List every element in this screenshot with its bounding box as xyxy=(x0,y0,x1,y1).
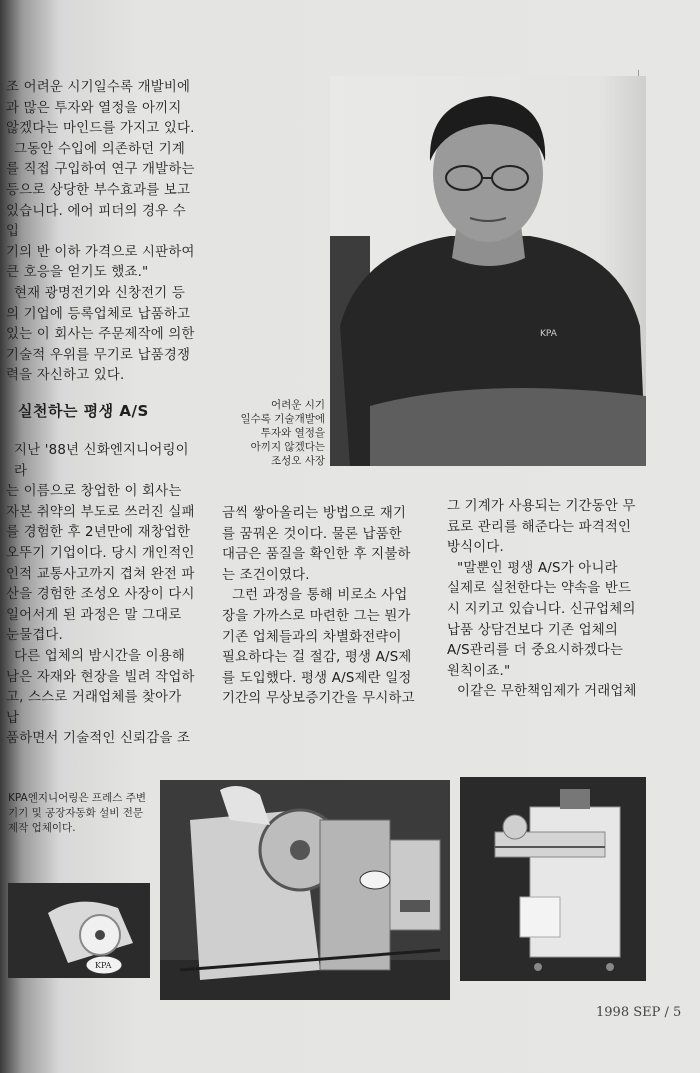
text-line: 를 꿈꿔온 것이다. 물론 납품한 xyxy=(222,526,402,542)
text-line: 의 기업에 등록업체로 납품하고 xyxy=(6,306,191,322)
text-line: 를 직접 구입하여 연구 개발하는 xyxy=(6,162,195,178)
text-line: 그 기계가 사용되는 기간동안 무 xyxy=(447,499,636,514)
text-line: 를 경험한 후 2년만에 재창업한 xyxy=(6,525,191,541)
text-line: 않겠다는 마인드를 가지고 있다. xyxy=(6,121,195,137)
article-column-middle xyxy=(222,504,422,710)
text-line: 남은 자재와 현장을 빌려 작업하 xyxy=(6,669,195,685)
text-line: 는 조건이였다. xyxy=(222,567,310,583)
text-line: 시 지키고 있습니다. 신규업체의 xyxy=(447,601,636,617)
caption-line: 조성오 사장 xyxy=(270,455,325,467)
text-line: 이같은 무한책임제가 거래업체 xyxy=(457,684,637,700)
text-line: 산을 경험한 조성오 사장이 다시 xyxy=(6,587,195,603)
text-line: 기존 업체들과의 차별화전략이 xyxy=(222,629,402,645)
text-line: 품하면서 기술적인 신뢰감을 조 xyxy=(6,731,191,747)
text-line: 다른 업체의 밤시간을 이용해 xyxy=(14,648,185,664)
text-line: 를 도입했다. 평생 A/S제란 일정 xyxy=(222,670,412,686)
text-line: 등으로 상당한 부수효과를 보고 xyxy=(6,182,191,198)
text-line: 과 많은 투자와 열정을 아끼지 xyxy=(6,100,182,116)
caption-line: 일수록 기술개발에 xyxy=(240,413,325,425)
text-line: 납품 상담건보다 기존 업체의 xyxy=(447,622,618,638)
text-line: 실제로 실천한다는 약속을 반드 xyxy=(447,581,632,597)
portrait-caption xyxy=(205,398,325,468)
text-line: 대금은 품질을 확인한 후 지불하 xyxy=(222,547,411,563)
article-column-right xyxy=(447,497,647,703)
article-column-left-top xyxy=(6,78,196,387)
section-heading: 실천하는 평생 A/S xyxy=(18,402,149,420)
caption-line: KPA엔지니어링은 프레스 주변 xyxy=(8,792,146,804)
text-line: 일어서게 된 과정은 말 그대로 xyxy=(6,607,182,623)
text-line: 필요하다는 걸 절감, 평생 A/S제 xyxy=(222,650,412,666)
text-line: 장을 가까스로 마련한 그는 뭔가 xyxy=(222,608,411,624)
text-line: 료로 관리를 해준다는 파격적인 xyxy=(447,519,632,535)
machine-photo-main xyxy=(160,780,450,1000)
text-line: A/S관리를 더 중요시하겠다는 xyxy=(447,643,624,659)
text-line: 기의 반 이하 가격으로 시판하여 xyxy=(6,244,195,260)
text-line: 그동안 수입에 의존하던 기계 xyxy=(14,141,185,157)
text-line: 그런 과정을 통해 비로소 사업 xyxy=(232,588,408,604)
text-line: 기술적 우위를 무기로 납품경쟁 xyxy=(6,347,191,363)
text-line: 력을 자신하고 있다. xyxy=(6,368,125,384)
text-line: 있습니다. 에어 피더의 경우 수입 xyxy=(6,203,186,240)
text-line: 인적 교통사고까지 겹쳐 완전 파 xyxy=(6,566,195,582)
text-line: 방식이다. xyxy=(447,540,504,556)
caption-line: 어려운 시기 xyxy=(270,399,325,411)
caption-line: 아끼지 않겠다는 xyxy=(250,441,325,453)
text-line: 오뚜기 기업이다. 당시 개인적인 xyxy=(6,545,195,561)
machine-photo-right xyxy=(460,777,646,981)
text-line: "말뿐인 평생 A/S가 아니라 xyxy=(457,560,618,576)
caption-line: 제작 업체이다. xyxy=(8,822,76,834)
text-line: 기간의 무상보증기간을 무시하고 xyxy=(222,691,415,707)
text-line: 조 어려운 시기일수록 개발비에 xyxy=(6,80,191,95)
machine-caption xyxy=(8,791,148,836)
svg-text:KPA: KPA xyxy=(540,329,557,339)
page-footer: 1998 SEP / 5 xyxy=(596,1005,682,1020)
text-line: 지난 '88년 신화엔지니어링이라 xyxy=(14,443,189,479)
text-line: 금씩 쌓아올리는 방법으로 재기 xyxy=(222,506,407,521)
text-line: 자본 취약의 부도로 쓰러진 실패 xyxy=(6,504,195,520)
portrait-photo xyxy=(330,76,646,466)
caption-line: 기기 및 공장자동화 설비 전문 xyxy=(8,807,144,819)
text-line: 는 이름으로 창업한 이 회사는 xyxy=(6,484,182,500)
text-line: 눈물겹다. xyxy=(6,628,63,644)
text-line: 현재 광명전기와 신창전기 등 xyxy=(14,285,185,301)
text-line: 고, 스스로 거래업체를 찾아가 납 xyxy=(6,690,182,726)
text-line: 큰 호응을 얻기도 했죠." xyxy=(6,265,149,281)
kpa-badge: KPA xyxy=(95,961,112,970)
machine-photo-small xyxy=(8,883,150,978)
text-line: 있는 이 회사는 주문제작에 의한 xyxy=(6,327,195,343)
caption-line: 투자와 열정을 xyxy=(260,427,325,439)
article-column-left-bottom xyxy=(6,441,196,750)
text-line: 원칙이죠." xyxy=(447,663,511,679)
